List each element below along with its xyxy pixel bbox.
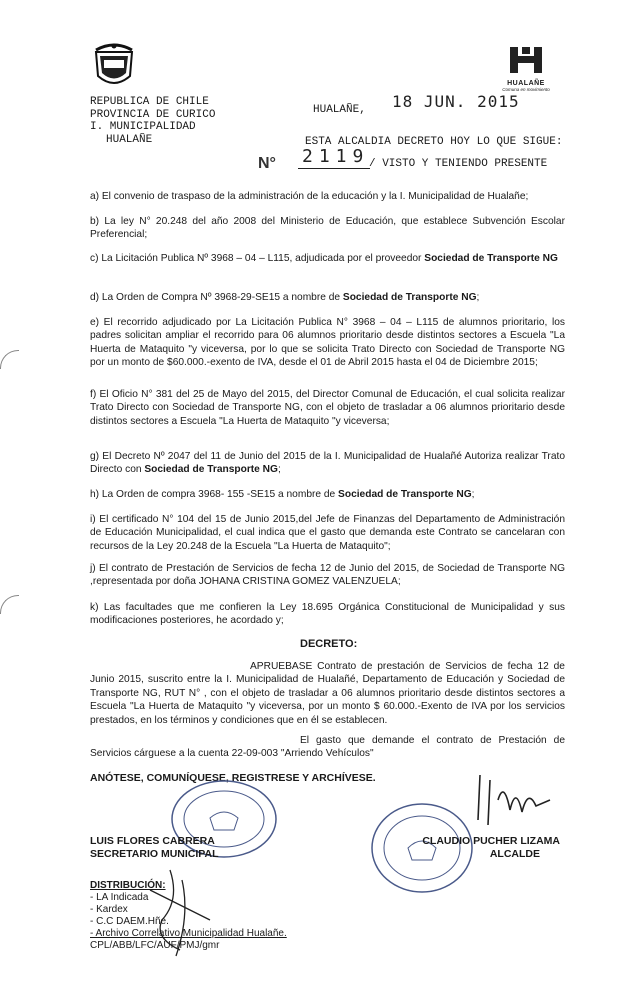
- place-label: HUALAÑE,: [313, 104, 366, 116]
- decree-number-underline: [298, 168, 370, 169]
- distribution-item: - Kardex: [90, 904, 128, 915]
- provider-name: Sociedad de Transporte NG: [424, 253, 558, 264]
- provider-name: Sociedad de Transporte NG: [342, 292, 477, 303]
- mayor-signature-block: [418, 835, 560, 861]
- visto-label: / VISTO Y TENIENDO PRESENTE: [369, 158, 548, 170]
- item-h: [90, 488, 565, 501]
- item-text: e) El recorrido adjudicado por La Licitación Publica N° 3968 – 04 – L115 de alumnos prioritario, los padres solicitan ampliar el recorrido para 06 alumnos prioritario desde distintos sectores a Escuela "La Huerta de Mataquito "y viceversa, por lo que se solicita Trato Directo con Sociedad de Transporte NG por un monto de $60.000.-exento de IVA, desde el 01 de Abril 2015 hasta el 04 de Diciembre 2015;: [90, 317, 565, 369]
- decreto-body: [90, 660, 565, 727]
- issuer-line: HUALAÑE: [106, 133, 153, 146]
- logo-text: HUALAÑE: [507, 80, 545, 87]
- distribution-title: DISTRIBUCIÓN:: [90, 880, 166, 891]
- item-b: [90, 215, 565, 242]
- item-text: g) El Decreto Nº 2047 del 11 de Junio del 2015 de la I. Municipalidad de Hualañé Autoriza realizar Trato Directo con: [90, 451, 565, 476]
- gasto-text: El gasto que demande el contrato de Prestación de Servicios cárguese a la cuenta 22-09-003 "Arriendo Vehículos": [90, 735, 565, 760]
- anotese-line: ANÓTESE, COMUNÍQUESE, REGISTRESE Y ARCHÍVESE.: [90, 772, 376, 784]
- decreto-gasto: [90, 734, 565, 761]
- item-text: a) El convenio de traspaso de la administración de la educación y la I. Municipalidad de Hualañe;: [90, 191, 529, 202]
- decree-mark: N°: [258, 155, 276, 172]
- stamped-date: 18 JUN. 2015: [392, 92, 520, 111]
- item-text-end: ;: [476, 292, 480, 303]
- mayor-role: ALCALDE: [489, 848, 540, 860]
- punch-hole-mark: [0, 350, 19, 369]
- item-c: [90, 252, 565, 265]
- provider-name: Sociedad de Transporte NG: [144, 464, 278, 476]
- decreto-text: Contrato de prestación de Servicios de fecha 12 de Junio 2015, suscrito entre la I. Municipalidad de Hualañé, Departamento de Educación y Sociedad de Transporte NG, RUT N° , con el objeto de trasladar a 06 alumnos prioritario desde distintos sectores a Escuela "La Huerta de Mataquito "y viceversa, por un monto $ 60.000.-Exento de IVA por los servicios prestados, en los términos y condiciones que en él se establecen.: [90, 661, 565, 726]
- distribution-block: [90, 880, 287, 952]
- secretary-name: LUIS FLORES CABRERA: [90, 835, 215, 847]
- municipal-crest-logo: [90, 42, 138, 92]
- item-text: f) El Oficio N° 381 del 25 de Mayo del 2015, del Director Comunal de Educación, el cual solicita realizar Trato Directo con Sociedad de Transporte NG, con el objeto de trasladar a 06 alumnos prioritario desde distintos sectores a Escuela "La Huerta de Mataquito "y viceversa;: [90, 389, 565, 427]
- secretary-role: SECRETARIO MUNICIPAL: [90, 848, 219, 860]
- item-i: [90, 513, 565, 553]
- item-text: j) El contrato de Prestación de Servicios de fecha 12 de Junio del 2015, de Sociedad de Transporte NG ,representada por doña JOHANA CRISTINA GOMEZ VALENZUELA;: [90, 563, 565, 588]
- issuer-line: REPUBLICA DE CHILE: [90, 96, 209, 108]
- item-text: b) La ley N° 20.248 del año 2008 del Ministerio de Educación, que establece Subvención Escolar Preferencial;: [90, 216, 565, 241]
- provider-name: Sociedad de Transporte NG: [338, 489, 472, 500]
- item-j: [90, 562, 565, 589]
- item-g: [90, 450, 565, 477]
- mayor-signature: [470, 770, 560, 830]
- item-f: [90, 388, 565, 428]
- item-text-end: ;: [277, 464, 281, 476]
- punch-hole-mark: [0, 595, 19, 614]
- secretary-signature-block: [90, 835, 219, 861]
- issuer-line: PROVINCIA DE CURICO: [90, 108, 216, 121]
- distribution-item: - LA Indicada: [90, 892, 149, 903]
- item-text: k) Las facultades que me confieren la Ley 18.695 Orgánica Constitucional de Municipalidad y sus modificaciones posteriores, he acordado y;: [90, 602, 565, 627]
- item-d: [90, 291, 565, 304]
- issuer-line: I. MUNICIPALIDAD: [90, 121, 196, 133]
- apruebase-label: APRUEBASE: [250, 661, 313, 672]
- issuer-block: [90, 96, 215, 146]
- item-e: [90, 316, 565, 370]
- item-text: i) El certificado N° 104 del 15 de Junio 2015,del Jefe de Finanzas del Departamento de Administración de Educación Municipalidad, el cual indica que el gasto que demanda este Contrato se cancelaran con recursos de la Ley 20.248 de la Escuela "La Huerta de Mataquito";: [90, 514, 565, 552]
- decree-statement: ESTA ALCALDIA DECRETO HOY LO QUE SIGUE:: [305, 136, 563, 148]
- mayor-name: CLAUDIO PUCHER LIZAMA: [422, 835, 560, 847]
- logo-subtext: Comuna en movimiento: [502, 87, 550, 92]
- distribution-item: - Archivo Correlativo Municipalidad Hualañe.: [90, 928, 287, 939]
- item-k: [90, 601, 565, 628]
- item-text: h) La Orden de compra 3968- 155 -SE15 a nombre de: [90, 489, 339, 500]
- decreto-title: DECRETO:: [300, 638, 358, 650]
- item-text: c) La Licitación Publica Nº 3968 – 04 – L115, adjudicada por el proveedor: [90, 253, 425, 264]
- decree-number: 2119: [302, 146, 370, 167]
- item-a: [90, 190, 565, 203]
- distribution-item: - C.C DAEM.Hñe.: [90, 916, 169, 927]
- item-text: d) La Orden de Compra Nº 3968-29-SE15 a nombre de: [90, 292, 343, 303]
- item-text-end: ;: [471, 489, 475, 500]
- initials: CPL/ABB/LFC/AUF/PMJ/gmr: [90, 940, 220, 951]
